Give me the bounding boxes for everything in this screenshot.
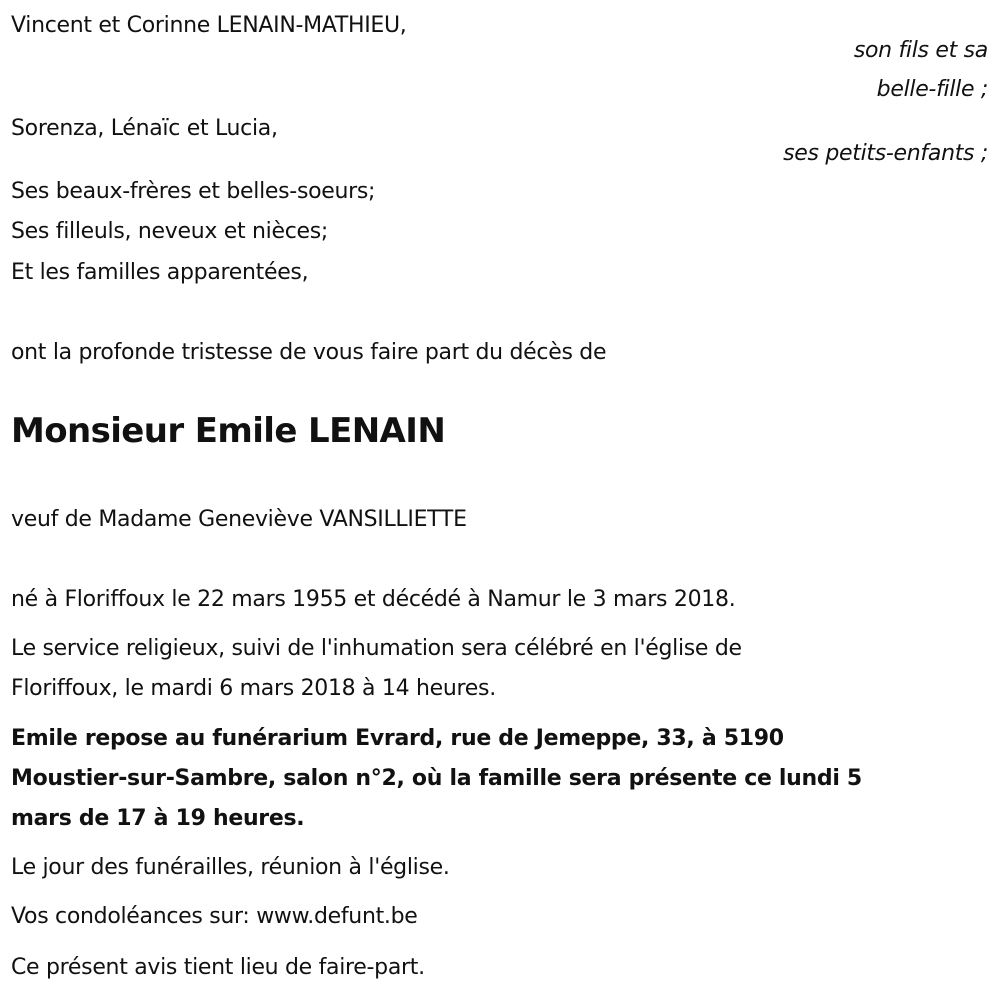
grandchildren-relation: ses petits-enfants ; [783, 141, 988, 166]
son-relation-line1: son fils et sa [853, 38, 988, 63]
son-relation-line2: belle-fille ; [876, 77, 988, 102]
condolences-text: Vos condoléances sur: www.defunt.be [11, 904, 418, 929]
grandchildren-names: Sorenza, Lénaïc et Lucia, [11, 116, 278, 141]
in-laws-line: Ses beaux-frères et belles-soeurs; [11, 179, 376, 204]
widower-text: veuf de Madame Geneviève VANSILLIETTE [11, 507, 467, 532]
service-line2: Floriffoux, le mardi 6 mars 2018 à 14 heures. [11, 676, 496, 701]
notice-text: Ce présent avis tient lieu de faire-part. [11, 955, 425, 980]
visitation-line3: mars de 17 à 19 heures. [11, 806, 305, 831]
son-names: Vincent et Corinne LENAIN-MATHIEU, [11, 13, 407, 38]
announcement-text: ont la profonde tristesse de vous faire part du décès de [11, 340, 607, 365]
visitation-line1: Emile repose au funérarium Evrard, rue de Jemeppe, 33, à 5190 [11, 726, 784, 751]
meeting-text: Le jour des funérailles, réunion à l'église. [11, 855, 450, 880]
deceased-name: Monsieur Emile LENAIN [11, 411, 446, 451]
birth-death-text: né à Floriffoux le 22 mars 1955 et décédé à Namur le 3 mars 2018. [11, 587, 736, 612]
godchildren-line: Ses filleuls, neveux et nièces; [11, 219, 329, 244]
service-line1: Le service religieux, suivi de l'inhumation sera célébré en l'église de [11, 636, 742, 661]
related-families-line: Et les familles apparentées, [11, 260, 309, 285]
visitation-line2: Moustier-sur-Sambre, salon n°2, où la famille sera présente ce lundi 5 [11, 766, 862, 791]
